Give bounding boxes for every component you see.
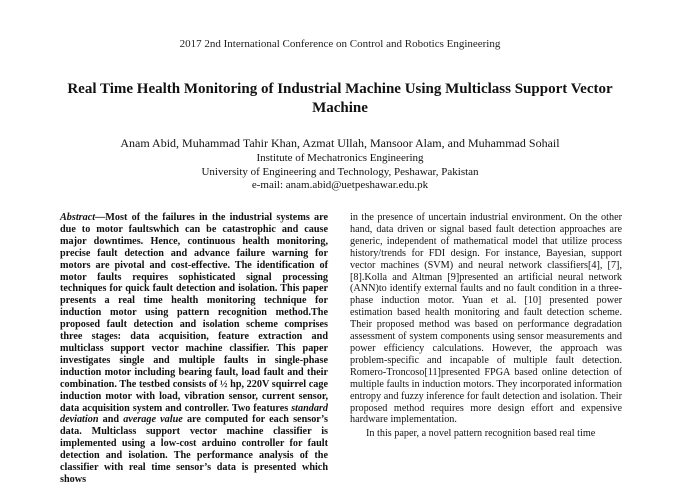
abstract-dash: — — [95, 212, 106, 223]
affiliation-university: University of Engineering and Technology, Peshawar, Pakistan — [201, 165, 479, 178]
body-paragraph-1: in the presence of uncertain industrial environment. On the other hand, data driven or signal based fault detection approaches are generic, independent of mathematical model that utilize process history/trends for FDI design. For instance, Bayesian, support vector machines (SVM) and neural network classifiers[4], [7], [8].Kolla and Altman [9]presented an artificial neural network (ANN)to identify external faults and no fault condition in a three-phase induction motor. Yuan et al. [10] presented power estimation based health monitoring and fault detection scheme. Their proposed method was based on performance degradation assessment of system components using sensor measurements and power efficiency calculations. However, the approach was problem-specific and incapable of multiple fault detection. Romero-Troncoso[11]presented FPGA based online detection of multiple faults in induction motors. They incorporated information entropy and fuzzy inference for fault detection and isolation. Their proposed method requires more design effort and expensive hardware implementation. — [350, 212, 622, 426]
left-column — [60, 212, 328, 486]
conference-header: 2017 2nd International Conference on Control and Robotics Engineering — [179, 38, 501, 50]
affiliation-block — [0, 152, 680, 193]
paper-title: Real Time Health Monitoring of Industrial Machine Using Multiclass Support Vector Machine — [67, 81, 613, 116]
right-column — [350, 212, 622, 440]
abstract-emphasis-2: average value — [123, 414, 183, 426]
author-list: Anam Abid, Muhammad Tahir Khan, Azmat Ullah, Mansoor Alam, and Muhammad Sohail — [120, 136, 560, 150]
affiliation-email: e-mail: anam.abid@uetpeshawar.edu.pk — [251, 179, 429, 191]
abstract-text-3: are computed for each sensor’s data. Multiclass support vector machine classifier is implemented using a low-cost arduino controller for fault detection and isolation. The performance analysis of the classifier with real time sensor’s data is presented which shows — [60, 414, 328, 485]
abstract-emphasis-1: standard deviation — [60, 402, 328, 426]
abstract-paragraph — [60, 212, 328, 486]
abstract-text-2: and — [98, 414, 124, 426]
abstract-label: Abstract — [60, 212, 96, 223]
affiliation-institute: Institute of Mechatronics Engineering — [256, 152, 424, 164]
abstract-text-1: Most of the failures in the industrial systems are due to motor faultswhich can be catastrophic and cause major downtimes. Hence, continuous health monitoring, precise fault detection and advance failure warning for motors are pivotal and cost-effective. The identification of motor faults requires sophisticated signal processing techniques for quick fault detection and isolation. This paper presents a real time health monitoring technique for induction motor using pattern recognition method.The proposed fault detection and isolation scheme comprises three stages: data acquisition, feature extraction and multiclass support vector machine classifier. This paper investigates single and multiple faults in single-phase induction motor including bearing fault, load fault and their combination. The testbed consists of ½ hp, 220V squirrel cage induction motor with load, vibration sensor, current sensor, data acquisition system and controller. Two features — [60, 212, 328, 414]
body-paragraph-2: In this paper, a novel pattern recognition based real time — [366, 428, 596, 440]
